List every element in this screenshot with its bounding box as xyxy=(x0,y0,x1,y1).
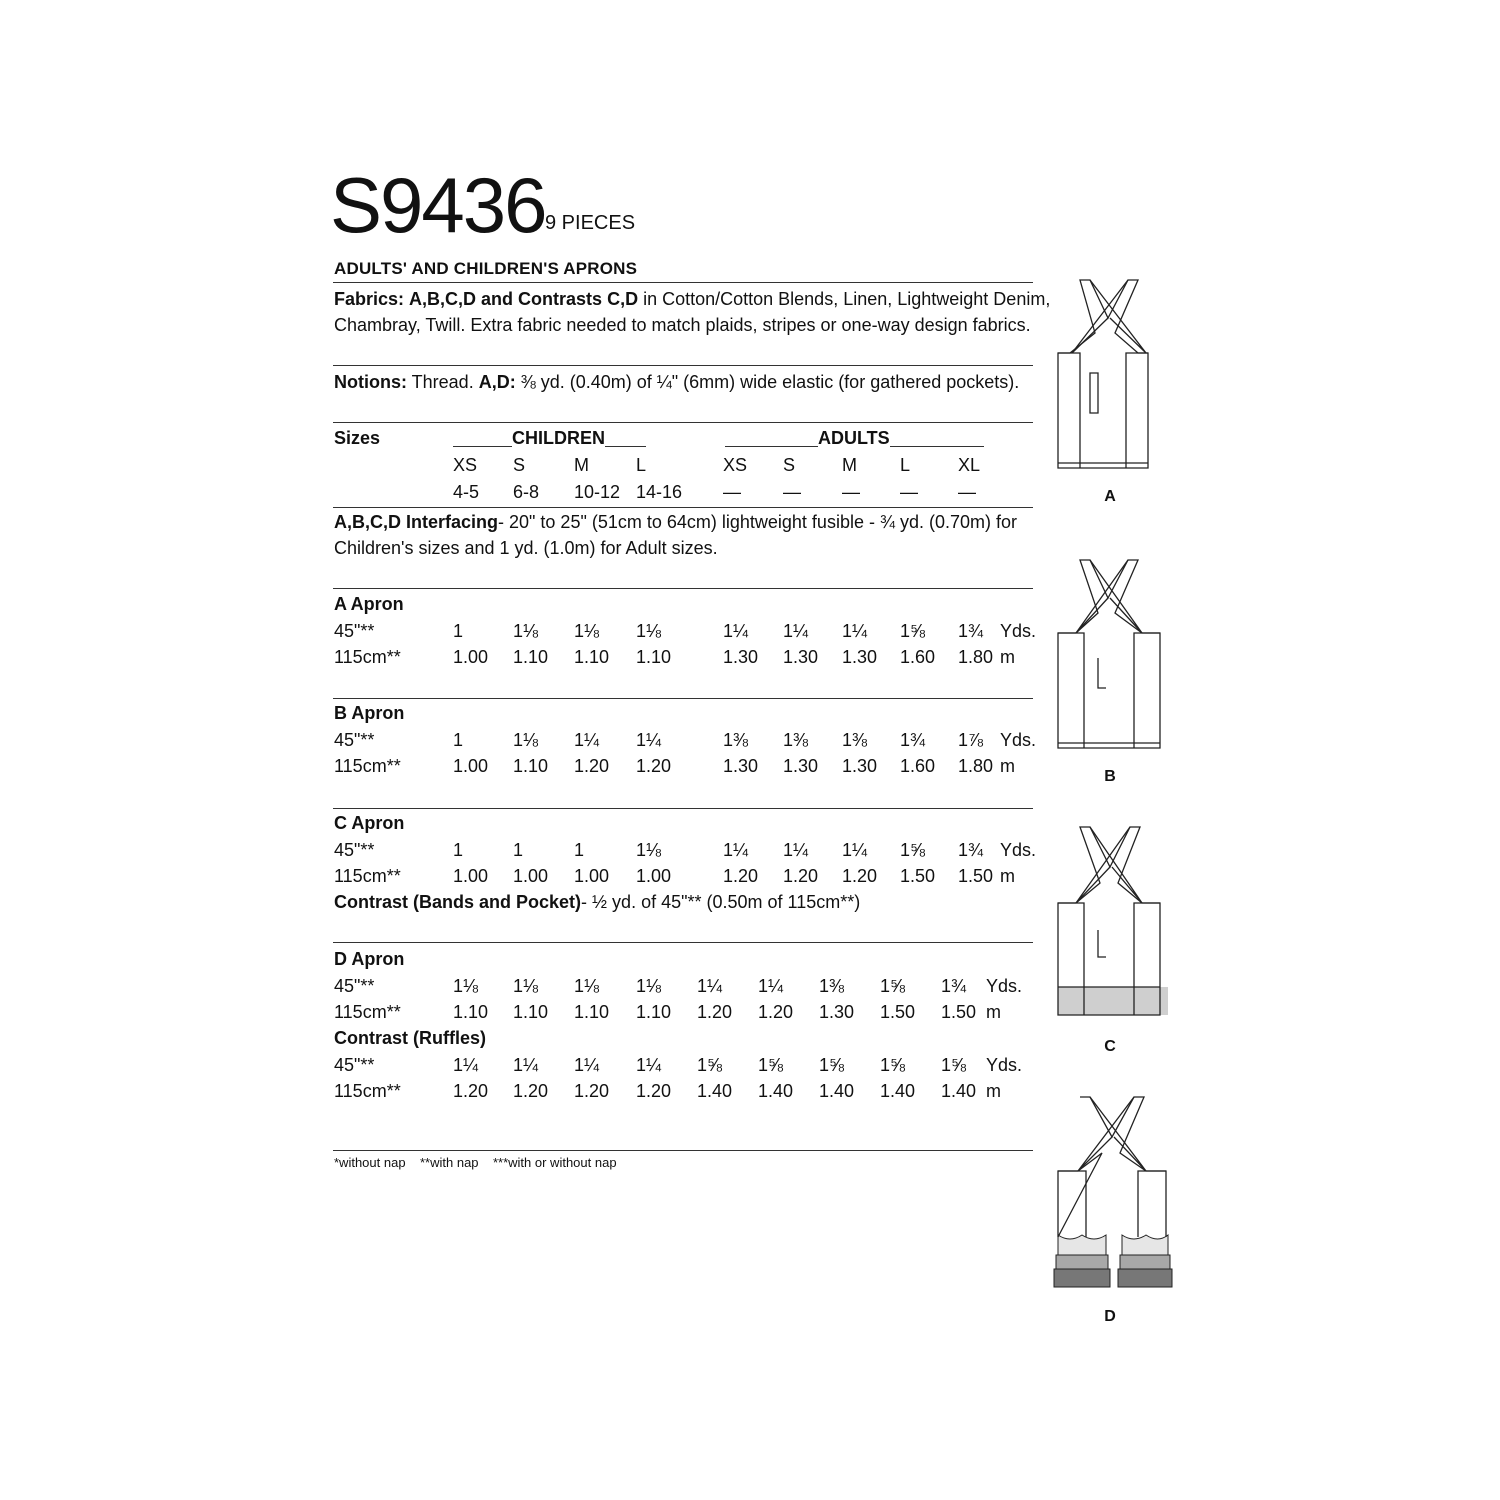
view-b-illustration xyxy=(1050,558,1170,758)
yardage-value: 1.30 xyxy=(842,647,878,667)
yardage-value: 1¼ xyxy=(842,621,868,641)
yardage-value: 1¾ xyxy=(941,976,967,996)
yardage-value: 1.50 xyxy=(941,1002,977,1022)
view-a-illustration xyxy=(1050,278,1170,478)
size-letter: XL xyxy=(958,455,981,475)
row-label: 115cm** xyxy=(334,1081,401,1101)
notions-label: Notions: xyxy=(334,372,407,392)
size-number: — xyxy=(900,482,918,502)
yardage-value: 1.20 xyxy=(574,1081,610,1101)
row-label: 115cm** xyxy=(334,756,401,776)
unit-label: m xyxy=(986,1081,1001,1101)
row-label: 45"** xyxy=(334,621,375,641)
yardage-value: 1⅝ xyxy=(758,1055,784,1075)
yardage-value: 1¼ xyxy=(783,621,809,641)
yardage-value: 1.50 xyxy=(880,1002,916,1022)
unit-label: m xyxy=(1000,647,1015,667)
notions-line xyxy=(334,372,1019,393)
pattern-number: S9436 xyxy=(330,161,546,249)
yardage-value: 1⅝ xyxy=(880,976,906,996)
yardage-value: 1.20 xyxy=(636,756,672,776)
yardage-value: 1.20 xyxy=(453,1081,489,1101)
unit-label: Yds. xyxy=(1000,840,1037,860)
size-number: — xyxy=(842,482,860,502)
yardage-value: 1.40 xyxy=(758,1081,794,1101)
divider xyxy=(333,588,1033,589)
unit-label: Yds. xyxy=(986,1055,1023,1075)
row-label: 45"** xyxy=(334,840,375,860)
yardage-value: 1.10 xyxy=(513,1002,549,1022)
yardage-value: 1⅜ xyxy=(723,730,749,750)
notions-text: Thread. xyxy=(406,372,479,392)
unit-label: Yds. xyxy=(1000,621,1037,641)
yardage-value: 1.20 xyxy=(574,756,610,776)
size-letter: XS xyxy=(453,455,478,475)
view-a-label: A xyxy=(1104,488,1116,505)
interfacing-line-2: Children's sizes and 1 yd. (1.0m) for Adult sizes. xyxy=(334,538,718,558)
yardage-value: 1.10 xyxy=(574,647,610,667)
contrast-line xyxy=(334,892,860,913)
yardage-value: 1.30 xyxy=(783,647,819,667)
yardage-value: 1.20 xyxy=(758,1002,794,1022)
row-label: 115cm** xyxy=(334,647,401,667)
interfacing-label: A,B,C,D Interfacing xyxy=(334,512,499,532)
yardage-value: 1⅛ xyxy=(513,621,539,641)
yardage-value: 1.40 xyxy=(697,1081,733,1101)
yardage-value: 1.80 xyxy=(958,647,994,667)
yardage-value: 1.60 xyxy=(900,647,936,667)
yardage-value: 1.00 xyxy=(453,647,489,667)
yardage-value: 1.50 xyxy=(900,866,936,886)
size-letter: XS xyxy=(723,455,748,475)
yardage-value: 1.00 xyxy=(453,866,489,886)
footnote: *without nap **with nap ***with or without nap xyxy=(334,1155,617,1170)
adults-header: ADULTS xyxy=(818,428,890,448)
yardage-value: 1⅛ xyxy=(636,976,662,996)
yardage-value: 1 xyxy=(453,730,464,750)
interfacing-text: - 20" to 25" (51cm to 64cm) lightweight fusible - ¾ yd. (0.70m) for xyxy=(498,512,1018,532)
divider xyxy=(333,698,1033,699)
yardage-value: 1¼ xyxy=(697,976,723,996)
yardage-value: 1.00 xyxy=(574,866,610,886)
row-label: 115cm** xyxy=(334,1002,401,1022)
fabrics-views: A,B,C,D and Contrasts C,D xyxy=(409,289,639,309)
unit-label: Yds. xyxy=(1000,730,1037,750)
sizes-label: Sizes xyxy=(334,428,381,448)
divider xyxy=(333,942,1033,943)
unit-label: m xyxy=(986,1002,1001,1022)
apron-name: B Apron xyxy=(334,703,405,723)
children-header: CHILDREN xyxy=(512,428,605,448)
yardage-value: 1.50 xyxy=(958,866,994,886)
yardage-value: 1.10 xyxy=(636,647,672,667)
yardage-value: 1¼ xyxy=(758,976,784,996)
view-b-label: B xyxy=(1104,768,1116,785)
yardage-value: 1.10 xyxy=(574,1002,610,1022)
row-label: 45"** xyxy=(334,1055,375,1075)
yardage-value: 1.00 xyxy=(453,756,489,776)
unit-label: m xyxy=(1000,756,1015,776)
yardage-value: 1 xyxy=(513,840,524,860)
yardage-value: 1.80 xyxy=(958,756,994,776)
yardage-value: 1.30 xyxy=(723,647,759,667)
yardage-value: 1.20 xyxy=(723,866,759,886)
notions-detail: ⅜ yd. (0.40m) of ¼" (6mm) wide elastic (for gathered pockets). xyxy=(515,372,1020,392)
yardage-value: 1⅝ xyxy=(941,1055,967,1075)
notions-views: A,D: xyxy=(478,372,516,392)
contrast-label: Contrast (Ruffles) xyxy=(334,1028,486,1048)
yardage-value: 1¼ xyxy=(574,730,600,750)
size-number: 14-16 xyxy=(636,482,683,502)
yardage-value: 1¾ xyxy=(958,840,984,860)
apron-name: C Apron xyxy=(334,813,405,833)
yardage-value: 1¾ xyxy=(958,621,984,641)
yardage-value: 1.10 xyxy=(513,756,549,776)
apron-name: A Apron xyxy=(334,594,404,614)
yardage-value: 1 xyxy=(453,840,464,860)
yardage-value: 1¼ xyxy=(636,1055,662,1075)
view-c-label: C xyxy=(1104,1038,1116,1055)
size-letter: M xyxy=(574,455,589,475)
yardage-value: 1.00 xyxy=(513,866,549,886)
yardage-value: 1¼ xyxy=(842,840,868,860)
contrast-text: - ½ yd. of 45"** (0.50m of 115cm**) xyxy=(581,892,861,912)
yardage-value: 1.30 xyxy=(819,1002,855,1022)
yardage-value: 1.30 xyxy=(783,756,819,776)
size-number: 4-5 xyxy=(453,482,480,502)
yardage-value: 1⅝ xyxy=(880,1055,906,1075)
yardage-value: 1⅜ xyxy=(842,730,868,750)
size-letter: S xyxy=(513,455,526,475)
yardage-value: 1¼ xyxy=(783,840,809,860)
yardage-value: 1.20 xyxy=(697,1002,733,1022)
yardage-value: 1¼ xyxy=(513,1055,539,1075)
size-letter: L xyxy=(900,455,911,475)
fabrics-line-2: Chambray, Twill. Extra fabric needed to match plaids, stripes or one-way design fabrics. xyxy=(334,315,1031,335)
yardage-value: 1.10 xyxy=(453,1002,489,1022)
size-number: 6-8 xyxy=(513,482,540,502)
size-number: — xyxy=(723,482,741,502)
divider xyxy=(333,808,1033,809)
yardage-value: 1.40 xyxy=(941,1081,977,1101)
yardage-value: 1¼ xyxy=(723,840,749,860)
yardage-value: 1⅛ xyxy=(636,621,662,641)
yardage-value: 1⅛ xyxy=(453,976,479,996)
page-title: ADULTS' AND CHILDREN'S APRONS xyxy=(334,259,638,278)
yardage-value: 1¼ xyxy=(723,621,749,641)
yardage-value: 1.10 xyxy=(636,1002,672,1022)
yardage-value: 1.40 xyxy=(819,1081,855,1101)
yardage-value: 1⅝ xyxy=(900,621,926,641)
pieces-count: 9 PIECES xyxy=(545,212,636,234)
yardage-value: 1.20 xyxy=(842,866,878,886)
row-label: 45"** xyxy=(334,976,375,996)
yardage-value: 1.20 xyxy=(513,1081,549,1101)
yardage-value: 1¼ xyxy=(574,1055,600,1075)
yardage-value: 1.30 xyxy=(842,756,878,776)
yardage-value: 1.30 xyxy=(723,756,759,776)
divider xyxy=(333,422,1033,423)
size-letter: L xyxy=(636,455,647,475)
yardage-value: 1⅜ xyxy=(783,730,809,750)
yardage-value: 1 xyxy=(574,840,585,860)
size-letter: M xyxy=(842,455,857,475)
yardage-value: 1¾ xyxy=(900,730,926,750)
yardage-value: 1⅞ xyxy=(958,730,984,750)
yardage-value: 1 xyxy=(453,621,464,641)
divider xyxy=(333,365,1033,366)
size-letter: S xyxy=(783,455,796,475)
row-label: 45"** xyxy=(334,730,375,750)
yardage-value: 1¼ xyxy=(636,730,662,750)
interfacing-line-1 xyxy=(334,512,1017,533)
contrast-label: Contrast (Bands and Pocket) xyxy=(334,892,582,912)
yardage-value: 1.60 xyxy=(900,756,936,776)
fabrics-line-1 xyxy=(334,289,1050,310)
size-number: — xyxy=(783,482,801,502)
yardage-value: 1⅛ xyxy=(636,840,662,860)
size-number: — xyxy=(958,482,976,502)
yardage-value: 1.40 xyxy=(880,1081,916,1101)
yardage-value: 1¼ xyxy=(453,1055,479,1075)
divider xyxy=(333,507,1033,508)
fabrics-label: Fabrics: xyxy=(334,289,405,309)
yardage-value: 1⅝ xyxy=(900,840,926,860)
yardage-value: 1⅛ xyxy=(513,976,539,996)
yardage-value: 1.20 xyxy=(636,1081,672,1101)
view-c-illustration xyxy=(1050,825,1170,1025)
size-number: 10-12 xyxy=(574,482,621,502)
yardage-value: 1⅛ xyxy=(574,621,600,641)
view-d-label: D xyxy=(1104,1308,1116,1325)
apron-name: D Apron xyxy=(334,949,405,969)
view-d-illustration xyxy=(1050,1095,1180,1295)
yardage-value: 1⅛ xyxy=(513,730,539,750)
yardage-value: 1⅜ xyxy=(819,976,845,996)
yardage-value: 1⅝ xyxy=(697,1055,723,1075)
yardage-value: 1⅝ xyxy=(819,1055,845,1075)
unit-label: Yds. xyxy=(986,976,1023,996)
divider xyxy=(333,1150,1033,1151)
yardage-value: 1.10 xyxy=(513,647,549,667)
divider xyxy=(333,282,1033,283)
yardage-value: 1⅛ xyxy=(574,976,600,996)
unit-label: m xyxy=(1000,866,1015,886)
yardage-value: 1.20 xyxy=(783,866,819,886)
fabrics-text: in Cotton/Cotton Blends, Linen, Lightweight Denim, xyxy=(638,289,1051,309)
yardage-value: 1.00 xyxy=(636,866,672,886)
row-label: 115cm** xyxy=(334,866,401,886)
